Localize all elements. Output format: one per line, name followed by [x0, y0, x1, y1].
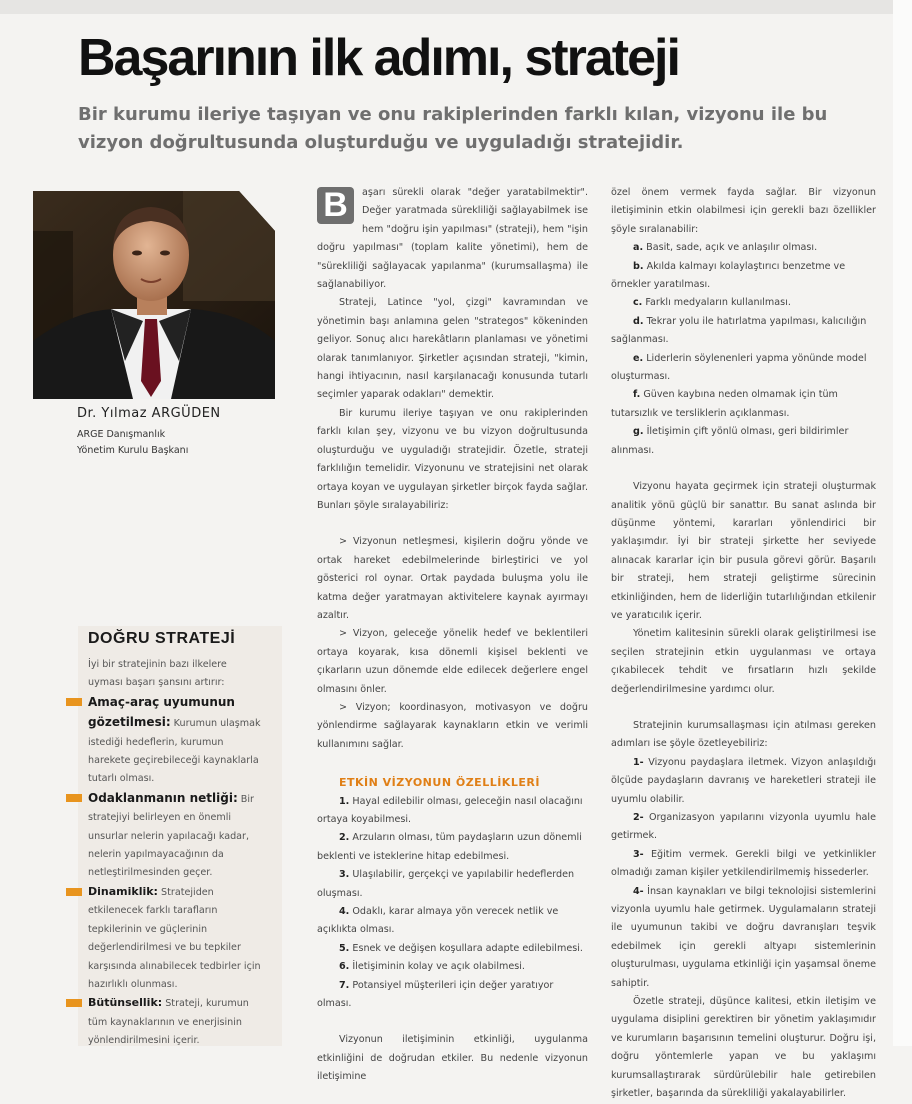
- sidebar-title: DOĞRU STRATEJİ: [88, 630, 236, 647]
- list-item: a. Basit, sade, açık ve anlaşılır olması.: [633, 242, 818, 254]
- list-item: 1. Hayal edilebilir olması, geleceğin nasıl olacağını ortaya koyabilmesi.: [317, 795, 583, 825]
- paragraph: Vizyonu hayata geçirmek için strateji oluşturmak analitik yönü güçlü bir sanattır. Bu sanat aslında bir düşünme yöntemi, kararları yönlendirici bir yaklaşımdır. İyi bir strateji şirkette her seviyede alınacak kararlar için bir pusula görevi görür. Başarılı bir strateji, hem strateji geliştirme sürecinin etkinliğinden, hem de liderliğin tutarlılığından etkilenir ve yaratıcılık içerir.: [611, 481, 876, 621]
- paragraph: Stratejinin kurumsallaşması için atılması gereken adımları ise şöyle özetleyebiliriz:: [611, 719, 876, 750]
- list-item: 6. İletişiminin kolay ve açık olabilmesi.: [339, 961, 525, 973]
- feature-list: [317, 793, 588, 1014]
- paragraph: Strateji, Latince "yol, çizgi" kavramından ve yönetimin başı anlamına gelen "strategos" kökeninden geliyor. Sonuç alıcı harekâtların planlaması ve yönetimi olarak tanımlanıyor. Şirketler açısından strateji, "kimin, hangi ihtiyacının, nasıl karşılanacağı konusunda tutarlı seçimler yaparak odakları" demektir.: [317, 297, 588, 401]
- list-item: b. Akılda kalmayı kolaylaştırıcı benzetme ve örnekler yaratılması.: [611, 260, 846, 291]
- sidebar-item-text: Bir stratejiyi belirleyen en önemli unsurlar nelerin yapılacağı kadar, nelerin yapılmayacağının da netleştirilmesinden geçer.: [88, 793, 254, 879]
- list-item: g. İletişimin çift yönlü olması, geri bildirimler alınması.: [611, 426, 849, 456]
- sidebar-item: [88, 883, 264, 994]
- sidebar-item-label: Bütünsellik:: [88, 996, 163, 1010]
- paragraph-text: aşarı sürekli olarak "değer yaratabilmektir". Değer yaratmada sürekliliği sağlayabilmek ise hem "doğru işin yapılması" (strateji), hem "işin doğru yapılması" (toplam kalite yönetimi), hem de "sürekliliği sağlayacak yapılanma" (kurumsallaşma) ile sağlanabiliyor.: [317, 187, 588, 291]
- letter-list: [611, 239, 876, 460]
- bullet-marker: [66, 999, 82, 1007]
- top-band: [0, 0, 912, 14]
- sidebar-intro: İyi bir stratejinin bazı ilkelere uyması başarı şansını artırır:: [88, 659, 227, 689]
- page-edge: [893, 0, 912, 1046]
- author-company: ARGE Danışmanlık: [77, 429, 166, 440]
- sidebar-body: [88, 656, 264, 1051]
- page-title: Başarının ilk adımı, strateji: [78, 29, 679, 87]
- sidebar-item: [88, 693, 264, 789]
- list-item: 2- Organizasyon yapılarını vizyonla uyumlu hale getirmek.: [611, 812, 876, 842]
- list-item: e. Liderlerin söylenenleri yapma yönünde model oluşturması.: [611, 352, 867, 383]
- list-item: 4- İnsan kaynakları ve bilgi teknolojisi sistemlerini vizyonla uyumlu hale getirmek. Uygulamaların strateji ile uyumunun takibi ve doğru davranışları teşvik edebilmek için gerekli altyapı sistemlerinin oluşturulması, uygulama etkinliği için yaşamsal öneme sahiptir.: [611, 885, 876, 989]
- sidebar-item-label: Dinamiklik:: [88, 884, 158, 898]
- article-column-1: [317, 184, 588, 1087]
- portrait-illustration: [33, 191, 275, 399]
- list-item: 5. Esnek ve değişen koşullara adapte edilebilmesi.: [339, 942, 583, 954]
- list-item: 1- Vizyonu paydaşlara iletmek. Vizyon anlaşıldığı ölçüde paydaşların davranış ve hareketleri strateji ile uyumlu olabilir.: [611, 756, 876, 805]
- list-item: 7. Potansiyel müşterileri için değer yaratıyor olması.: [317, 979, 554, 1010]
- list-item: 2. Arzuların olması, tüm paydaşların uzun dönemli beklenti ve isteklerine hitap edebilmesi.: [317, 832, 582, 862]
- paragraph: > Vizyonun netleşmesi, kişilerin doğru yönde ve ortak hareket edebilmelerinde birleştirici ve yol gösterici rol oynar. Ortak paydada buluşma yolu ile katma değer yaratmayan aktivitelere kaynak ayırmayı azaltır.: [317, 536, 588, 621]
- paragraph: [317, 184, 588, 294]
- sidebar-item-text: Kurumun ulaşmak istediği hedeflerin, kurumun harekete geçirebileceği kaynaklarla tutarlı olması.: [88, 718, 261, 785]
- sidebar-item-text: Strateji, kurumun tüm kaynaklarının ve enerjisinin yönlendirilmesini içerir.: [88, 998, 249, 1047]
- list-item: f. Güven kaybına neden olmamak için tüm tutarsızlık ve tersliklerin açıklanması.: [611, 389, 838, 419]
- paragraph: > Vizyon; koordinasyon, motivasyon ve doğru yönlendirme sağlayarak kaynakların etkin ve verimli kullanımını sağlar.: [317, 701, 588, 750]
- sidebar-item-label: Amaç-araç uyumunun gözetilmesi:: [88, 694, 235, 730]
- drop-cap: B: [317, 187, 354, 224]
- list-item: 3. Ulaşılabilir, gerçekçi ve yapılabilir hedeflerden oluşması.: [317, 869, 575, 899]
- section-heading: ETKİN VİZYONUN ÖZELLİKLERİ: [339, 776, 540, 790]
- sidebar-item-text: Stratejiden etkilenecek farklı tarafların tepkilerinin ve güçlerinin değerlendirilmesi ve bu tepkiler karşısında alınabilecek tedbirler için hazırlıklı olunması.: [88, 886, 261, 990]
- sidebar-item: [88, 994, 264, 1050]
- paragraph: Vizyonun iletişiminin etkinliği, uygulanma etkinliğini de doğrudan etkiler. Bu nedenle vizyonun iletişimine: [317, 1034, 588, 1083]
- author-name: Dr. Yılmaz ARGÜDEN: [77, 406, 221, 421]
- article-column-2: [611, 184, 876, 1104]
- paragraph: özel önem vermek fayda sağlar. Bir vizyonun iletişiminin etkin olabilmesi için gerekli bazı özellikler şöyle sıralanabilir:: [611, 187, 876, 235]
- page-subtitle: Bir kurumu ileriye taşıyan ve onu rakiplerinden farklı kılan, vizyonu ile bu vizyon doğrultusunda oluşturduğu ve uyguladığı stratejidir.: [78, 104, 828, 153]
- list-item: 3- Eğitim vermek. Gerekli bilgi ve yetkinlikler olmadığı zaman kişiler yetkilendirilmemiş hissederler.: [611, 848, 876, 879]
- author-role: Yönetim Kurulu Başkanı: [77, 445, 189, 456]
- sidebar-item-label: Odaklanmanın netliği:: [88, 790, 238, 805]
- sidebar-item: [88, 789, 264, 883]
- paragraph: Yönetim kalitesinin sürekli olarak geliştirilmesi ise seçilen stratejinin etkin uygulanması ve ortaya çıkabilecek tehdit ve fırsatların hızlı şekilde değerlendirilmesine yardımcı olur.: [611, 628, 876, 695]
- bullet-marker: [66, 794, 82, 802]
- list-item: d. Tekrar yolu ile hatırlatma yapılması, kalıcılığın sağlanması.: [611, 315, 867, 346]
- author-photo: [33, 191, 275, 399]
- bullet-marker: [66, 888, 82, 896]
- paragraph: Bir kurumu ileriye taşıyan ve onu rakiplerinden farklı kılan şey, vizyonu ve bu vizyon doğrultusunda oluşturduğu ve uyguladığı stratejidir. Özetle, strateji farklılığın temelidir. Vizyonunu ve stratejisini net olarak ortaya koyan ve uygulayan şirketler birçok fayda sağlar. Bunları şöyle sıralayabiliriz:: [317, 407, 588, 511]
- paragraph: > Vizyon, geleceğe yönelik hedef ve beklentileri ortaya koyarak, kısa dönemli kişisel beklenti ve çıkarların uzun dönemde elde edilecek değerlere engel olmasını önler.: [317, 628, 588, 695]
- list-item: c. Farklı medyaların kullanılması.: [633, 297, 791, 309]
- paragraph: Özetle strateji, düşünce kalitesi, etkin iletişim ve uygulama disiplini gerektiren bir yönetim yaklaşımıdır ve kurumların başarısının temelini oluşturur. Doğru işi, doğru yöntemlerle yapan ve bu yaklaşımı kurumsallaştırarak sürdürülebilir hale getirebilen şirketler, başarında da sürekliliği yakalayabilirler.: [611, 996, 876, 1100]
- list-item: 4. Odaklı, karar almaya yön verecek netlik ve açıklıkta olması.: [317, 906, 559, 936]
- bullet-marker: [66, 698, 82, 706]
